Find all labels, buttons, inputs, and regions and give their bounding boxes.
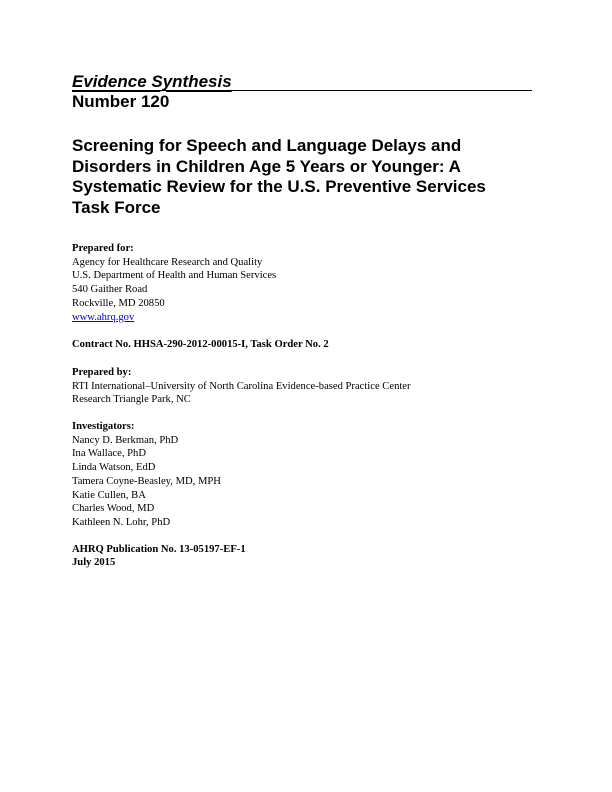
investigator-name: Katie Cullen, BA <box>72 489 146 501</box>
city-state-zip: Rockville, MD 20850 <box>72 297 165 309</box>
contract-section <box>72 338 532 352</box>
document-page <box>72 72 532 570</box>
agency-name: Agency for Healthcare Research and Quality <box>72 256 263 268</box>
report-number: Number 120 <box>72 92 170 111</box>
organization-name: RTI International–University of North Carolina Evidence-based Practice Center <box>72 380 411 392</box>
title-line: Systematic Review for the U.S. Preventive Services <box>72 177 486 196</box>
investigator-name: Linda Watson, EdD <box>72 462 156 474</box>
header-rule <box>72 90 532 91</box>
investigators-heading: Investigators: <box>72 421 135 433</box>
publication-date: July 2015 <box>72 557 116 569</box>
series-label: Evidence Synthesis <box>72 72 232 91</box>
publication-number: AHRQ Publication No. 13-05197-EF-1 <box>72 543 246 555</box>
title-line: Disorders in Children Age 5 Years or Younger: A <box>72 156 461 176</box>
investigators-section <box>72 420 532 530</box>
investigator-name: Charles Wood, MD <box>72 503 155 515</box>
investigator-name: Tamera Coyne-Beasley, MD, MPH <box>72 475 221 487</box>
contract-number: Contract No. HHSA-290-2012-00015-I, Task Order No. 2 <box>72 339 329 351</box>
series-header <box>72 72 532 92</box>
prepared-by-section <box>72 366 532 407</box>
investigator-name: Ina Wallace, PhD <box>72 448 146 460</box>
department-name: U.S. Department of Health and Human Services <box>72 270 277 282</box>
investigator-name: Nancy D. Berkman, PhD <box>72 434 179 446</box>
street-address: 540 Gaither Road <box>72 284 148 296</box>
prepared-for-section <box>72 242 532 324</box>
title-line: Task Force <box>72 197 161 217</box>
publication-section <box>72 543 532 570</box>
ahrq-website-link[interactable]: www.ahrq.gov <box>72 311 135 323</box>
title-line: Screening for Speech and Language Delays and <box>72 136 462 155</box>
report-title <box>72 136 532 218</box>
organization-location: Research Triangle Park, NC <box>72 394 191 406</box>
investigator-name: Kathleen N. Lohr, PhD <box>72 516 171 528</box>
prepared-for-heading: Prepared for: <box>72 243 134 254</box>
prepared-by-heading: Prepared by: <box>72 366 132 378</box>
